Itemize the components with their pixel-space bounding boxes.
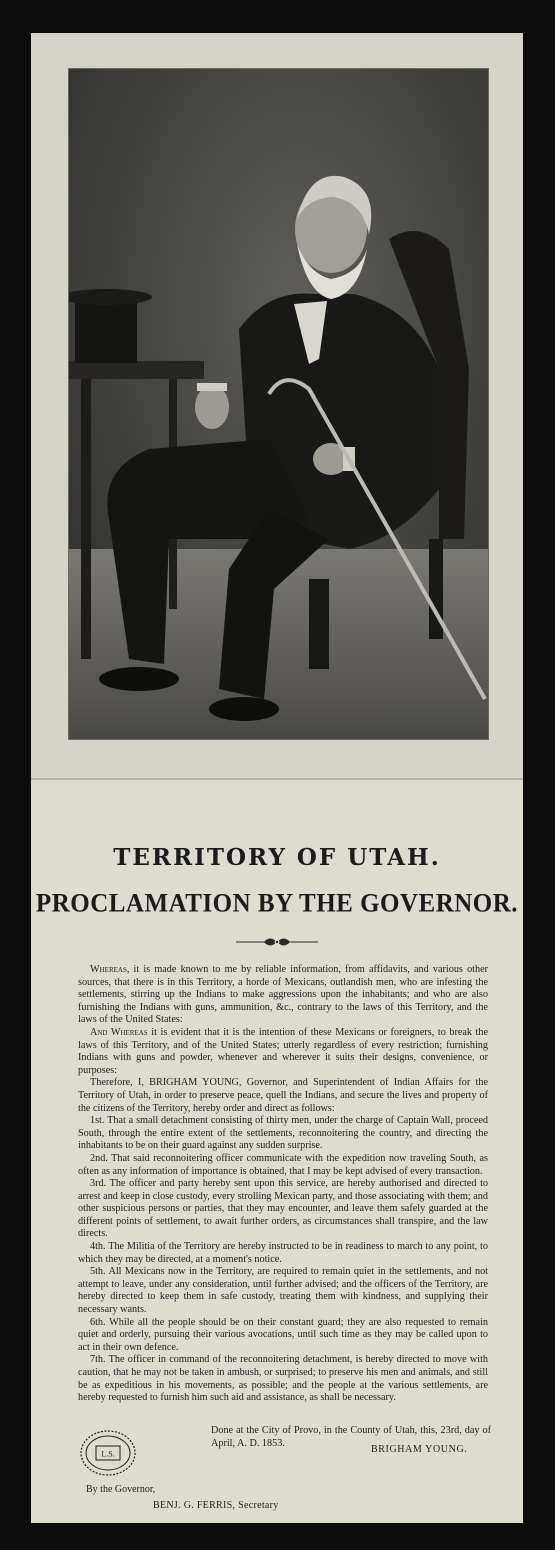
paragraph-text: 2nd. That said reconnoitering officer communicate with the expedition now traveling South, as often as any information of importance is obtained, that I may be kept advised of every transaction.: [78, 1152, 488, 1177]
paragraph: [78, 1354, 488, 1404]
paragraph-text: it is evident that it is the intention of these Mexicans or foreigners, to break the laws of this Territory, and of the United States; utterly regardless of every restriction; furnishing Indians with guns and powder, whenever and wherever it suits their designs, convenience, or purposes:: [78, 1026, 489, 1076]
paragraph: [78, 1178, 488, 1241]
paragraph-lead: Whereas,: [90, 964, 130, 975]
seal-stamp-icon: [79, 1429, 137, 1477]
portrait-photo: [68, 68, 489, 740]
governor-signature: BRIGHAM YOUNG.: [371, 1444, 468, 1455]
proclamation-page: [31, 780, 523, 1523]
portrait-illustration: [69, 69, 488, 739]
paragraph-text: 7th. The officer in command of the reconnoitering detachment, is hereby directed to move with caution, that he may not be taken in ambush, or surprised; to preserve his men and animals, and still be as expeditious in his movements, as possible; and the people at the various settlements, are hereby requested to furnish him such aid and assistance, as shall be necessary.: [78, 1354, 488, 1404]
paragraph-text: 3rd. The officer and party hereby sent upon this service, are hereby authorised and directed to arrest and keep in close custody, every strolling Mexican party, and those associating with them; and other suspicious persons or parties, that they may encounter, and leave them safely guarded at the different points of settlement, to await further orders, as circumstances shall transpire, and the law directs.: [78, 1178, 488, 1240]
paragraph: [78, 1266, 488, 1316]
paragraph: [78, 1153, 488, 1178]
paragraph-text: 4th. The Militia of the Territory are hereby instructed to be in readiness to march to any point, to which they may be directed, at a moment's notice.: [78, 1241, 488, 1265]
ornament-divider-icon: [236, 935, 318, 949]
paragraph-text: 5th. All Mexicans now in the Territory, are required to remain quiet in the settlements, and not attempt to leave, under any consideration, until further advised; and the officers of the Territory, are hereby directed to keep them in safe custody, treating them with kindness, and supplying their necessary wants.: [78, 1266, 488, 1316]
paragraph: [78, 1115, 488, 1153]
seal-text: L.S.: [101, 1449, 115, 1459]
proclamation-title: TERRITORY OF UTAH.: [113, 844, 441, 871]
booklet: [31, 33, 523, 1523]
paragraph-text: Therefore, I, BRIGHAM YOUNG, Governor, and Superintendent of Indian Affairs for the Territory of Utah, in order to preserve peace, quell the Indians, and secure the lives and property of the citizens of the Territory, hereby order and direct as follows:: [78, 1077, 488, 1114]
proclamation-body: [78, 964, 488, 1405]
proclamation-subtitle: PROCLAMATION BY THE GOVERNOR.: [35, 889, 519, 918]
paragraph-text: it is made known to me by reliable information, from affidavits, and various other sources, that there is in this Territory, a horde of Mexicans, outlandish men, who are infesting the settlements, stirring up the Indians to make aggressions upon the inhabitants; and who are also furnishing the Indians with guns, ammunition, &c., contrary to the laws of this Territory, and the laws of the United States:: [78, 964, 488, 1026]
paragraph: [78, 1077, 488, 1115]
paragraph: [78, 964, 488, 1027]
secretary-signature: BENJ. G. FERRIS, Secretary: [153, 1500, 279, 1511]
paragraph: [78, 1027, 488, 1077]
paragraph-lead: And Whereas: [90, 1026, 148, 1038]
paragraph: [78, 1317, 488, 1355]
paragraph-text: 6th. While all the people should be on their constant guard; they are also requested to remain quiet and orderly, pursuing their various avocations, until such time as they may be called upon to act in their own defence.: [78, 1316, 488, 1353]
paragraph-text: 1st. That a small detachment consisting of thirty men, under the charge of Captain Wall, proceed South, through the entire extent of the settlements, reconnoitering the country, and directing the inhabitants to be on their guard against any sudden surprise.: [78, 1115, 488, 1152]
paragraph: [78, 1241, 488, 1266]
photo-page: [31, 33, 523, 778]
by-governor-label: By the Governor,: [86, 1484, 156, 1495]
dated-line: Done at the City of Provo, in the County of Utah, this, 23rd, day of April, A. D. 1853.: [211, 1425, 491, 1449]
